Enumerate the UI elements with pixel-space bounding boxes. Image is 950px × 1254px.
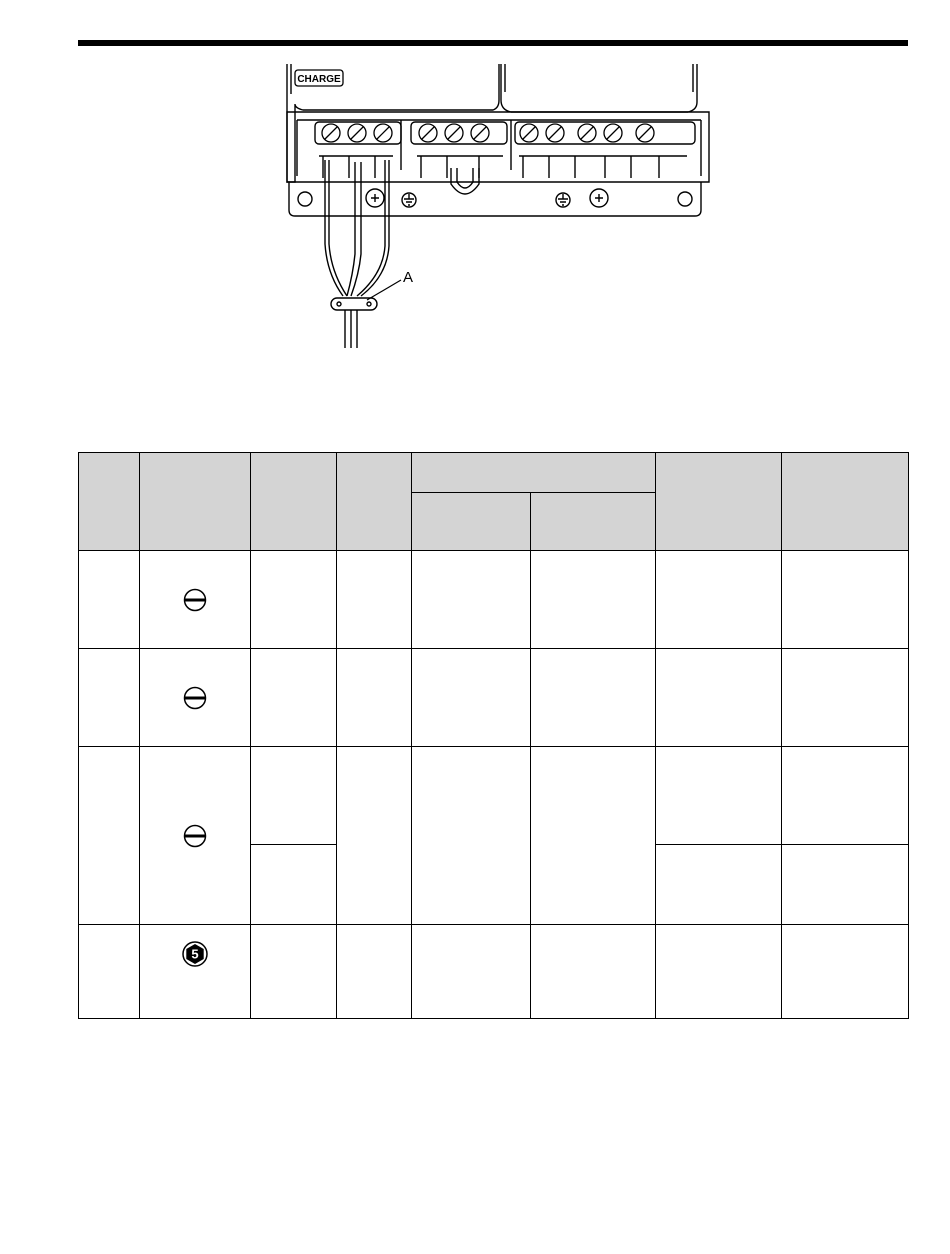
table-cell	[531, 925, 656, 1019]
table-cell	[531, 649, 656, 747]
table-cell	[79, 747, 140, 925]
tool-cell	[140, 649, 251, 747]
tightening-torque-table	[78, 452, 909, 1019]
table-cell	[337, 747, 412, 925]
table-cell	[412, 649, 531, 747]
table-cell	[412, 747, 531, 925]
hex-size-label: 5	[191, 946, 199, 962]
tool-cell	[140, 747, 251, 925]
table-cell	[412, 925, 531, 1019]
table-cell	[656, 845, 782, 925]
hex-socket-5-icon	[182, 941, 208, 967]
header-subcell	[412, 493, 531, 551]
table-cell	[79, 649, 140, 747]
header-cell	[79, 453, 140, 551]
table-header	[79, 453, 909, 551]
charge-label: CHARGE	[297, 74, 341, 85]
table-cell	[782, 649, 909, 747]
slotted-screwdriver-icon	[183, 686, 207, 710]
table-cell	[531, 747, 656, 925]
table-row	[79, 747, 909, 845]
table-cell	[79, 551, 140, 649]
table-cell	[251, 747, 337, 845]
table-cell	[782, 925, 909, 1019]
header-row	[79, 453, 909, 493]
terminal-wiring-diagram	[283, 64, 723, 354]
header-cell	[251, 453, 337, 551]
table-cell	[251, 925, 337, 1019]
callout-a-label: A	[403, 269, 414, 286]
slotted-screwdriver-icon	[183, 588, 207, 612]
table-row	[79, 551, 909, 649]
table-cell	[251, 551, 337, 649]
tool-cell	[140, 925, 251, 1019]
table-cell	[337, 649, 412, 747]
table-cell	[412, 551, 531, 649]
header-cell	[337, 453, 412, 551]
table-cell	[782, 845, 909, 925]
table-row	[79, 925, 909, 1019]
table-cell	[656, 925, 782, 1019]
table-row	[79, 649, 909, 747]
header-cell	[656, 453, 782, 551]
table-cell	[337, 551, 412, 649]
table-cell	[656, 649, 782, 747]
table-cell	[782, 747, 909, 845]
slotted-screwdriver-icon	[183, 824, 207, 848]
table-cell	[79, 925, 140, 1019]
table-cell	[656, 551, 782, 649]
table-cell	[531, 551, 656, 649]
table-cell	[337, 925, 412, 1019]
table-cell	[251, 649, 337, 747]
header-group-cell	[412, 453, 656, 493]
header-cell	[140, 453, 251, 551]
header-subcell	[531, 493, 656, 551]
table-cell	[782, 551, 909, 649]
table-cell	[251, 845, 337, 925]
tool-cell	[140, 551, 251, 649]
table-cell	[656, 747, 782, 845]
header-rule	[78, 40, 908, 46]
header-cell	[782, 453, 909, 551]
